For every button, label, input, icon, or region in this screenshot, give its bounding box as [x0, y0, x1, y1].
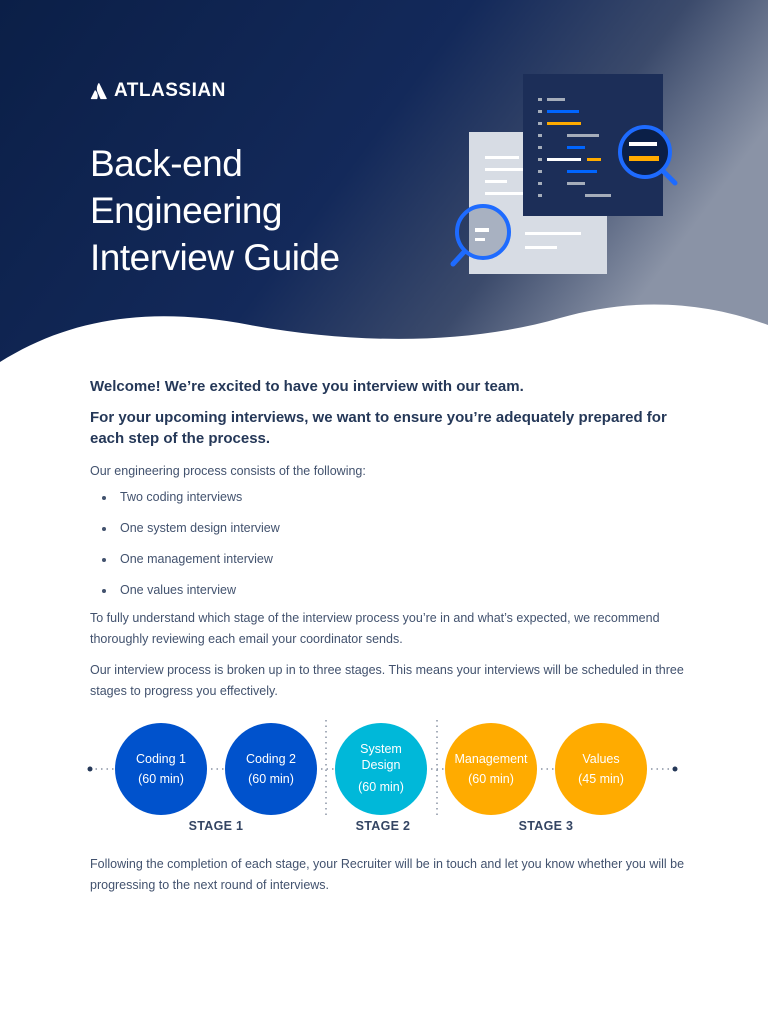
stages-diagram	[0, 715, 768, 845]
stage-values	[555, 723, 647, 815]
interview-name: System Design	[360, 742, 402, 772]
title-line-1: Back-end	[90, 143, 243, 184]
welcome-heading: Welcome! We’re excited to have you interview with our team.	[90, 378, 524, 395]
understand-paragraph: To fully understand which stage of the interview process you’re in and what’s expected, we recommend thoroughly reviewing each email your coordinator sends.	[90, 611, 660, 646]
stage-system-design	[335, 723, 427, 815]
interview-name: Coding 2	[245, 752, 297, 766]
atlassian-logo-icon	[90, 82, 108, 100]
hero-banner	[0, 0, 768, 370]
interview-duration: (60 min)	[248, 772, 294, 786]
list-item-text: One system design interview	[120, 521, 280, 535]
list-item	[90, 482, 690, 513]
interview-name: Values	[582, 752, 620, 766]
list-item	[90, 544, 690, 575]
interview-duration: (60 min)	[468, 772, 514, 786]
bullet-icon	[102, 496, 106, 500]
brand-name: ATLASSIAN	[114, 80, 226, 101]
title-line-2: Engineering	[90, 190, 282, 231]
stage-1-label: STAGE 1	[188, 819, 244, 833]
stage-management	[445, 723, 537, 815]
list-item	[90, 575, 690, 606]
stage-2-label: STAGE 2	[355, 819, 411, 833]
interview-duration: (45 min)	[578, 772, 624, 786]
stage-coding-2	[225, 723, 317, 815]
interview-list	[90, 482, 690, 606]
title-line-3: Interview Guide	[90, 237, 340, 278]
interview-duration: (60 min)	[358, 780, 404, 794]
bullet-icon	[102, 558, 106, 562]
stages-paragraph: Our interview process is broken up in to three stages. This means your interviews will be scheduled in three stages to progress you effectively.	[90, 663, 684, 698]
list-item-text: One values interview	[120, 583, 237, 597]
stage-3-label: STAGE 3	[518, 819, 574, 833]
process-intro: Our engineering process consists of the following:	[90, 464, 366, 478]
bullet-icon	[102, 589, 106, 593]
atlassian-brand	[90, 80, 226, 102]
closing-paragraph: Following the completion of each stage, your Recruiter will be in touch and let you know whether you will be progressing to the next round of interviews.	[90, 857, 685, 892]
list-item	[90, 513, 690, 544]
interview-name: Coding 1	[135, 752, 187, 766]
list-item-text: One management interview	[120, 552, 273, 566]
page-title	[90, 140, 420, 281]
intro-section	[90, 376, 690, 702]
bullet-icon	[102, 527, 106, 531]
list-item-text: Two coding interviews	[120, 490, 243, 504]
code-review-illustration	[445, 70, 685, 280]
interview-name: Management	[454, 752, 528, 766]
prepare-heading: For your upcoming interviews, we want to ensure you’re adequately prepared for each step of the process.	[90, 409, 667, 447]
stage-coding-1	[115, 723, 207, 815]
interview-duration: (60 min)	[138, 772, 184, 786]
